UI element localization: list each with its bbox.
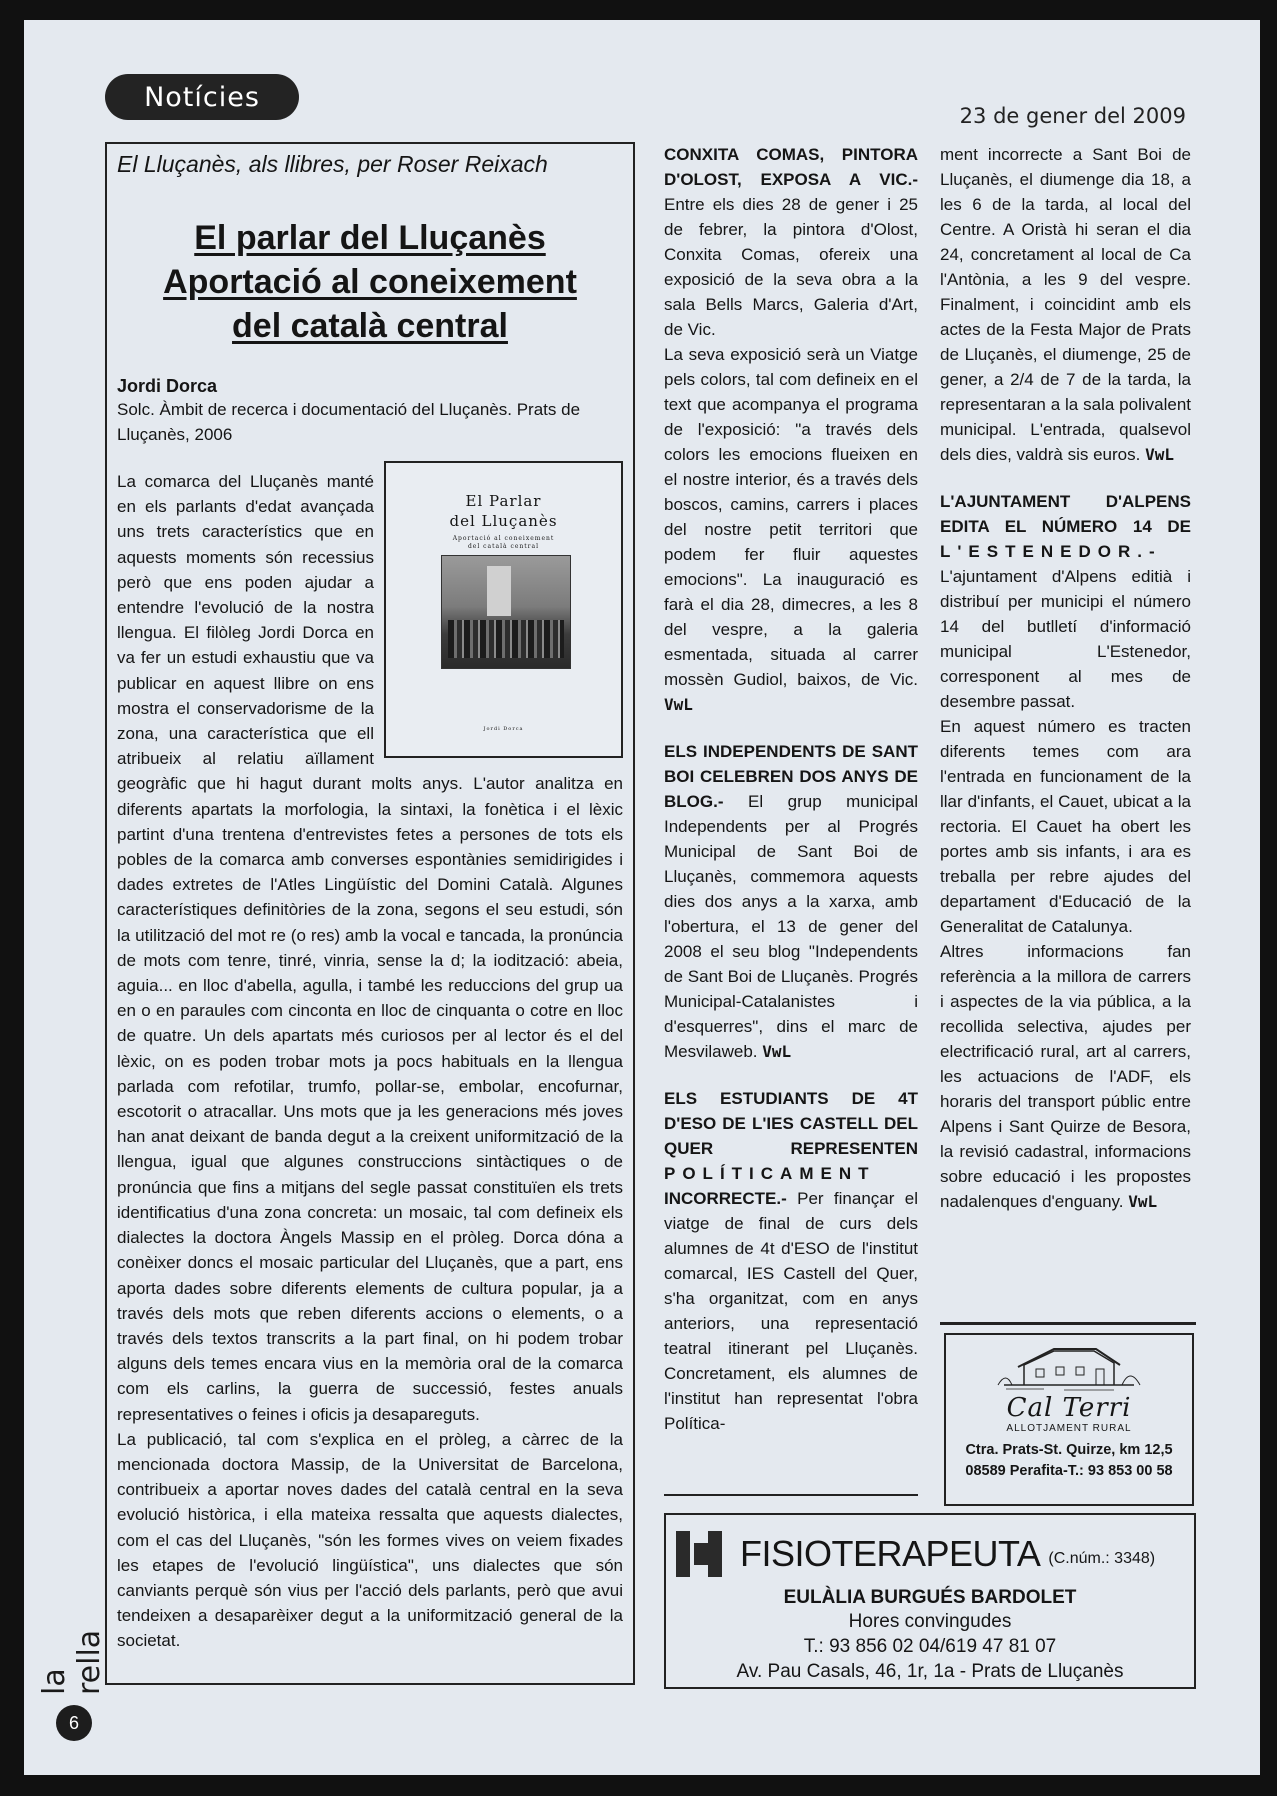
- news-article: [664, 1086, 918, 1436]
- ad-business-name: Cal Terri: [1006, 1393, 1132, 1423]
- review-title-line: del català central: [232, 307, 508, 345]
- article-headline: ELS INDEPENDENTS DE SANT BOI CELEBREN DOS ANYS DE BLOG.-: [664, 742, 918, 811]
- page-number: 6: [56, 1705, 92, 1741]
- book-cover: [384, 461, 623, 758]
- fisio-logo-icon: [676, 1531, 722, 1577]
- cover-subtitle-line: Aportació al coneixement: [452, 535, 555, 542]
- article-text: El grup municipal Independents per al Progrés Municipal de Sant Boi de Lluçanès, commemora aquests dies dos anys a la xarxa, amb l'obertura, el 13 de gener del 2008 el seu blog "Independents de Sant Boi de Lluçanès. Progrés Municipal-Catalanistes i d'esquerres", dins el marc de Mesvilaweb.: [664, 792, 918, 1061]
- article-text: Per finançar el viatge de final de curs dels alumnes de 4t d'ESO de l'institut comarcal, IES Castell del Quer, s'ha organitzat, com en anys anteriors, una representació teatral itinerant pel Lluçanès. Concretament, els alumnes de l'institut han representat l'obra Política-: [664, 1189, 918, 1433]
- column-rule: [664, 1494, 918, 1496]
- article-headline: INCORRECTE.-: [664, 1189, 787, 1208]
- review-title: [117, 216, 623, 348]
- article-headline: L'ESTENEDOR.-: [940, 542, 1162, 561]
- cover-photo: [441, 555, 571, 669]
- review-author: Jordi Dorca: [117, 376, 218, 396]
- review-paragraph: La comarca del Lluçanès manté en els parlants d'edat avançada uns trets característics que en aquests moments són recessius però que ens poden ajudar a entendre l'evolució de la nostra llengua. El filòleg Jordi Dorca en va fer un estudi exhaustiu que va publicar en aquest llibre on ens mostra el conservadorisme de la zona, una característica que ell atribueix al relatiu aïllament geogràfic que hi hagut durant molts anys. L'autor analitza en diferents apartats la morfologia, la sintaxi, la fonètica i el lèxic partint d'una trentena d'entrevistes fetes a persones de tots els pobles de la comarca amb converses espontànies semidirigides i dades extretes de l'Atles Lingüístic del Domini Català. Algunes característiques definitòries de la zona, segons el seu estudi, són la utilització del mot re (o res) amb la vocal e tancada, la pronúncia de mots com tenre, tinré, vinria, sense la d; la iodització: abeia, aguia... en lloc d'abella, agulla, i també les reduccions del grup ua en o en paraules com cinconta en lloc de cinquanta o cotre en lloc de quatre. Un dels apartats més curiosos per al lector és el del lèxic, on es poden trobar mots ja pocs habituals en la llengua parlada com refotilar, trumfo, pollar-se, embolar, encofurnar, escotorit o atracallar. Uns mots que ja les generacions més joves han anat deixant de banda degut a la creixent uniformització de la llengua, igual que algunes construccions sintàctiques o de pronúncia que fins a mitjans del segle passat constituïen els trets identificatius d'una zona concreta: un mosaic, tal com defineix els dialectes la doctora Àngels Massip en el pròleg. Dorca dóna a conèixer doncs el mosaic particular del Lluçanès, que a part, ens aporta dades sobre diferents elements de cultura popular, ja a través dels mots que reben diferents accions o elements, o a través dels textos transcrits a la part final, on hi podem trobar alguns dels temes encara vius en la memòria oral de la comarca com els carlins, la guerra de successió, festes anuals representatives o feines i oficis ja desapareguts.: [117, 472, 623, 1424]
- ad-postal-phone: 08589 Perafita-T.: 93 853 00 58: [965, 1463, 1173, 1479]
- cover-author: Jordi Dorca: [483, 725, 524, 732]
- ad-hours: Hores convingudes: [848, 1611, 1012, 1632]
- article-headline: ELS ESTUDIANTS DE 4T D'ESO DE L'IES CASTELL DEL QUER REPRESENTEN: [664, 1089, 918, 1158]
- review-title-line: Aportació al coneixement: [163, 263, 577, 301]
- issue-date: 23 de gener del 2009: [959, 104, 1186, 128]
- article-signature: VwL: [1145, 445, 1174, 464]
- article-text: La seva exposició serà un Viatge pels colors, tal com defineix en el text que acompanya el programa de l'exposició: "a través dels colors les emocions flueixen en el nostre interior, és a través dels boscos, camins, carrers i places del nostre petit territori que podem fer fluir aquestes emocions". La inauguració es farà el dia 28, dimecres, a les 8 del vespre, a la galeria esmentada, situada al carrer mossèn Gudiol, baixos, de Vic.: [664, 345, 918, 689]
- ad-address: Av. Pau Casals, 46, 1r, 1a - Prats de Lluçanès: [736, 1661, 1124, 1682]
- review-kicker: El Lluçanès, als llibres, per Roser Reixach: [117, 151, 548, 177]
- article-signature: VwL: [664, 695, 693, 714]
- article-headline: L'AJUNTAMENT D'ALPENS EDITA EL NÚMERO 14 DE: [940, 492, 1191, 536]
- ad-cal-terri: [944, 1333, 1194, 1506]
- review-title-line: El parlar del Lluçanès: [194, 219, 546, 257]
- news-article: [664, 142, 918, 717]
- article-text: ment incorrecte a Sant Boi de Lluçanès, el diumenge dia 18, a les 6 de la tarda, al local del Centre. A Oristà hi seran el dia 24, concretament al local de Ca l'Antònia, a les 9 del vespre. Finalment, i coincidint amb els actes de la Festa Major de Prats de Lluçanès, el diumenge, 25 de gener, a 2/4 de 7 de la tarda, la representaran a la sala polivalent municipal. L'entrada, qualsevol dels dies, valdrà sis euros.: [940, 145, 1191, 464]
- article-text: Entre els dies 28 de gener i 25 de febrer, la pintora d'Olost, Conxita Comas, ofereix una exposició de la seva obra a la sala Bells Marcs, Galeria d'Art, de Vic.: [664, 195, 918, 339]
- news-article: [940, 489, 1191, 1214]
- book-review: [105, 142, 635, 1685]
- magazine-name: la rella: [37, 1629, 107, 1695]
- ad-address: Ctra. Prats-St. Quirze, km 12,5: [965, 1442, 1173, 1458]
- news-article: [664, 739, 918, 1064]
- news-column-right: [940, 142, 1191, 1236]
- section-tag: Notícies: [105, 74, 299, 120]
- cover-subtitle-line: del català central: [467, 543, 540, 550]
- news-column-middle: [664, 142, 918, 1458]
- review-publication: Solc. Àmbit de recerca i documentació del Lluçanès. Prats de Lluçanès, 2006: [117, 400, 581, 444]
- ad-name: EULÀLIA BURGUÉS BARDOLET: [783, 1587, 1077, 1608]
- ad-fisioterapeuta: [664, 1513, 1196, 1689]
- article-headline: POLÍTICAMENT: [664, 1164, 876, 1183]
- column-rule: [940, 1322, 1196, 1325]
- ad-registration: (C.núm.: 3348): [1048, 1550, 1156, 1567]
- article-signature: VwL: [762, 1042, 792, 1061]
- article-text: L'ajuntament d'Alpens editià i distribuí per municipi el número 14 del butlletí d'informació municipal L'Estenedor, corresponent al mes de desembre passat.: [940, 567, 1191, 711]
- cover-title-line: del Lluçanès: [449, 512, 558, 530]
- cover-title-line: El Parlar: [465, 492, 542, 510]
- article-signature: VwL: [1128, 1192, 1158, 1211]
- ad-heading: FISIOTERAPEUTA: [740, 1533, 1041, 1574]
- ad-phone: T.: 93 856 02 04/619 47 81 07: [803, 1636, 1057, 1657]
- article-text: En aquest número es tracten diferents temes com ara l'entrada en funcionament de la llar d'infants, el Cauet, ubicat a la rectoria. El Cauet ha obert les portes amb sis infants, i ara es treballa per rebre ajudes del departament d'Educació de la Generalitat de Catalunya.: [940, 717, 1191, 936]
- review-paragraph: La publicació, tal com s'explica en el pròleg, a càrrec de la mencionada doctora Massip, de la Universitat de Barcelona, contribueix a aportar noves dades del català central en la seva evolució històrica, i ella mateixa ressalta que aquests dialectes, com el cas del Lluçanès, "són les formes vives on veiem fixades les etapes de l'evolució lingüística", uns dialectes que són canviants perquè són vius per l'acció dels parlants, però que avui tendeixen a desaparèixer degut a la uniformització general de la societat.: [117, 1429, 623, 1651]
- house-drawing-icon: [994, 1341, 1144, 1393]
- review-body: [117, 469, 623, 1654]
- news-article-continued: [940, 142, 1191, 467]
- ad-tagline: ALLOTJAMENT RURAL: [1006, 1423, 1132, 1434]
- article-headline: CONXITA COMAS, PINTORA D'OLOST, EXPOSA A VIC.-: [664, 145, 918, 189]
- article-text: Altres informacions fan referència a la millora de carrers i aspectes de la via pública, a la recollida selectiva, ajudes per electrificació rural, art al carrers, les actuacions de l'ADF, els horaris del transport públic entre Alpens i Sant Quirze de Besora, la revisió cadastral, informacions sobre educació i les propostes nadalenques d'enguany.: [940, 942, 1191, 1211]
